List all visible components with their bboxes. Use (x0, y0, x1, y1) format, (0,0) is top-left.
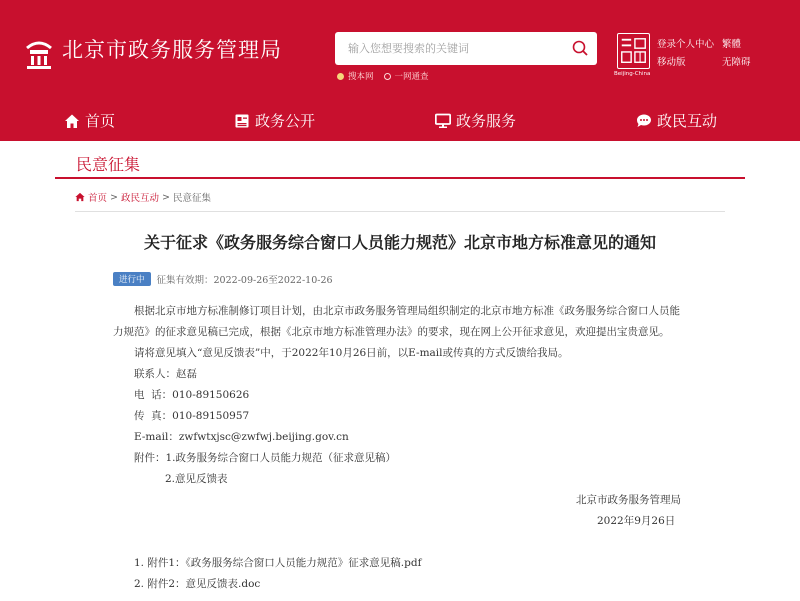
nav-home-label: 首页 (85, 112, 116, 130)
search-input[interactable] (335, 32, 560, 65)
nav-gov-services-label: 政务服务 (456, 112, 517, 130)
paragraph-1-line-1: 根据北京市地方标准制修订项目计划，由北京市政务服务管理局组织制定的北京市地方标准《政务服务综合窗口人员能 (134, 305, 680, 317)
radio-icon (384, 73, 391, 80)
signature: 北京市政务服务管理局 (576, 494, 681, 506)
search-box (335, 32, 597, 65)
breadcrumb-interaction[interactable]: 政民互动 (120, 193, 159, 204)
nav-interaction-label: 政民互动 (657, 112, 718, 130)
section-divider (55, 177, 745, 179)
nav-public-affairs[interactable] (234, 110, 315, 131)
mobile-link[interactable]: 移动版 (657, 57, 686, 68)
breadcrumb-separator: > (162, 191, 170, 203)
beijing-emblem-icon[interactable] (22, 36, 56, 70)
nav-gov-services[interactable] (435, 110, 516, 131)
breadcrumb (75, 190, 211, 204)
notice-title: 关于征求《政务服务综合窗口人员能力规范》北京市地方标准意见的通知 (143, 233, 656, 252)
attachment-link-1[interactable]: 1. 附件1：《政务服务综合窗口人员能力规范》征求意见稿.pdf (134, 557, 422, 569)
scope-all-label: 一网通查 (394, 72, 429, 82)
contact-phone: 电 话：010-89150626 (134, 389, 250, 401)
collection-period: 征集有效期：2022-09-26至2022-10-26 (156, 275, 333, 286)
capital-badge-icon (617, 33, 650, 69)
attachment-link-2[interactable]: 2. 附件2：意见反馈表.doc (134, 578, 261, 590)
breadcrumb-divider (75, 211, 725, 212)
traditional-link[interactable]: 繁體 (722, 39, 742, 50)
status-row (113, 272, 333, 286)
search-button[interactable] (570, 38, 591, 59)
accessibility-link[interactable]: 无障碍 (722, 57, 751, 68)
status-badge: 进行中 (113, 272, 151, 286)
paragraph-2: 请将意见填入“意见反馈表”中，于2022年10月26日前，以E-mail或传真的方式反馈给我局。 (134, 347, 569, 359)
login-link[interactable]: 登录个人中心 (657, 39, 715, 50)
search-scope (337, 70, 429, 82)
search-icon (570, 38, 591, 59)
contact-fax: 传 真：010-89150957 (134, 410, 250, 422)
scope-site[interactable] (337, 70, 374, 82)
scope-all[interactable] (384, 70, 429, 82)
radio-selected-icon (337, 73, 344, 80)
scope-site-label: 搜本网 (348, 72, 374, 82)
site-header (0, 0, 800, 141)
document-icon (234, 113, 250, 129)
badge-caption: Beijing-China (614, 71, 651, 77)
attachment-list-1: 附件：1.政务服务综合窗口人员能力规范（征求意见稿） (134, 452, 397, 464)
paragraph-1-line-2: 力规范》的征求意见稿已完成，根据《北京市地方标准管理办法》的要求，现在网上公开征求意见，欢迎提出宝贵意见。 (113, 326, 670, 338)
nav-interaction[interactable] (636, 110, 717, 131)
home-icon (64, 113, 80, 129)
breadcrumb-current: 民意征集 (172, 193, 211, 204)
section-title: 民意征集 (76, 155, 141, 174)
home-icon (75, 192, 85, 202)
monitor-icon (435, 113, 451, 129)
breadcrumb-home[interactable]: 首页 (88, 193, 108, 204)
chat-icon (636, 113, 652, 129)
nav-public-affairs-label: 政务公开 (255, 112, 316, 130)
main-nav (0, 100, 800, 141)
nav-home[interactable] (64, 110, 115, 131)
site-title[interactable]: 北京市政务服务管理局 (62, 38, 282, 62)
contact-email: E-mail：zwfwtxjsc@zwfwj.beijing.gov.cn (134, 431, 349, 443)
header-top (0, 0, 800, 100)
attachment-list-2: 2.意见反馈表 (165, 473, 228, 485)
contact-person: 联系人：赵磊 (134, 368, 197, 380)
breadcrumb-separator: > (110, 191, 118, 203)
signature-date: 2022年9月26日 (597, 515, 676, 527)
